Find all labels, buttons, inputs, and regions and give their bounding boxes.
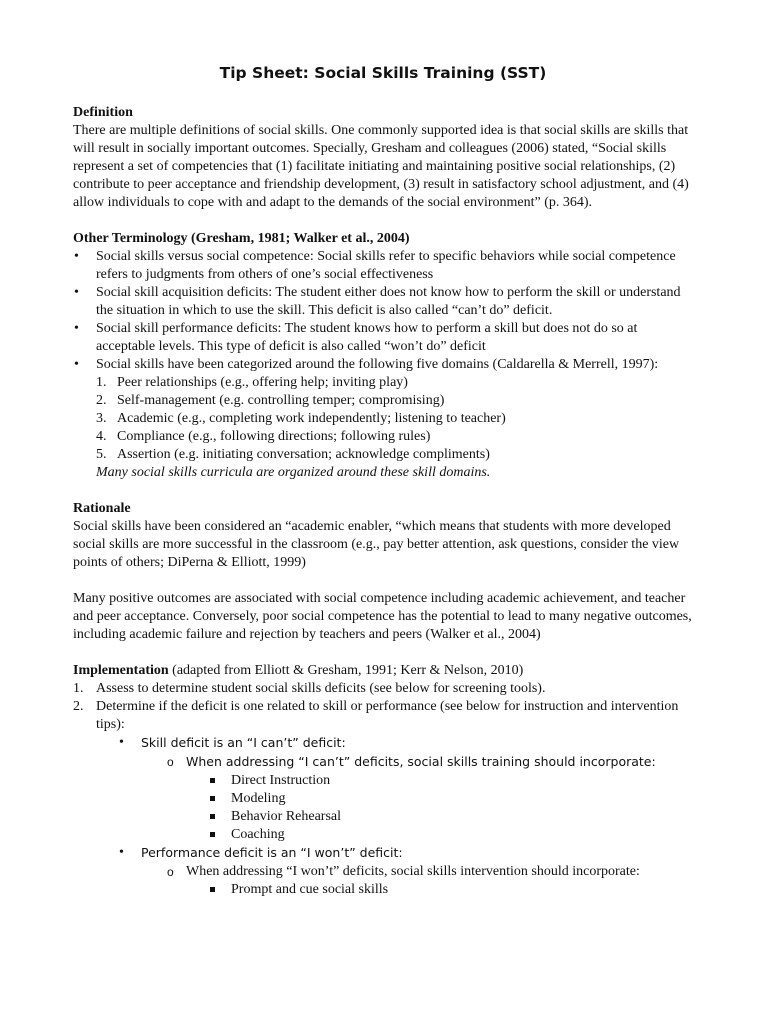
performance-deficit-item: • Performance deficit is an “I won’t” deficit: o When addressing “I won’t” deficits, social skills intervention should incorporate: Prompt and cue social skills bbox=[119, 844, 693, 899]
implementation-source: (adapted from Elliott & Gresham, 1991; Kerr & Nelson, 2010) bbox=[168, 663, 524, 678]
strategy-item: Behavior Rehearsal bbox=[210, 808, 693, 826]
definition-heading: Definition bbox=[73, 105, 133, 120]
circle-bullet-icon: o bbox=[167, 755, 174, 769]
rationale-paragraph-1: Social skills have been considered an “academic enabler, “which means that students with more developed social skills are more successful in the classroom (e.g., pay better attention, ask questions, consider the view points of others; DiPerna & Elliott, 1999) bbox=[73, 519, 680, 570]
domains-note: Many social skills curricula are organized around these skill domains. bbox=[96, 465, 491, 480]
strategy-item: Coaching bbox=[210, 826, 693, 844]
list-item: • Social skills versus social competence: Social skills refer to specific behaviors while social competence refers to judgments from others of one’s social effectiveness bbox=[73, 248, 693, 284]
sub-item: o When addressing “I can’t” deficits, social skills training should incorporate: Direct Instruction Modeling Behavior Rehearsal Coaching bbox=[167, 753, 693, 844]
implementation-steps bbox=[73, 680, 693, 899]
rationale-heading: Rationale bbox=[73, 501, 131, 516]
terminology-list bbox=[73, 248, 693, 482]
sub-item: o When addressing “I won’t” deficits, social skills intervention should incorporate: Prompt and cue social skills bbox=[167, 863, 693, 899]
step-item: 1. Assess to determine student social skills deficits (see below for screening tools). bbox=[73, 681, 546, 696]
deficit-types-list bbox=[96, 734, 693, 899]
document-page bbox=[73, 62, 693, 917]
rationale-section bbox=[73, 500, 693, 644]
implementation-heading: Implementation (adapted from Elliott & Gresham, 1991; Kerr & Nelson, 2010) bbox=[73, 663, 524, 678]
list-item: • Social skills have been categorized around the following five domains (Caldarella & Merrell, 1997): 1. Peer relationships (e.g., offering help; inviting play) 2. Self-management (e.g. controlling temper; compromising) 3. Academic (e.g., completing work independently; listening to teacher) 4. Compliance (e.g., following directions; following rules) 5. Assertion (e.g. initiating conversation; acknowledge compliments) Many social skills curricula are organized around these skill domains. bbox=[73, 356, 693, 482]
skill-deficit-sublist bbox=[141, 753, 693, 844]
square-bullet-icon bbox=[210, 814, 215, 819]
domain-item: 1. Peer relationships (e.g., offering help; inviting play) bbox=[96, 375, 408, 390]
list-item: • Social skill performance deficits: The student knows how to perform a skill but does not do so at acceptable levels. This type of deficit is also called “won’t do” deficit bbox=[73, 320, 693, 356]
step-item: 2. Determine if the deficit is one related to skill or performance (see below for instruction and intervention tips): • Skill deficit is an “I can’t” deficit: o When addressing “I can’t” deficits, social skills training should incorporate: Direct Instruction Modeling Behavior Rehearsal Coaching • Performance deficit is an “I won’t” deficit: o When addressing “I won’t” deficits, social skills intervention should incorporate: Prompt and cue social skills bbox=[73, 698, 693, 899]
definition-section bbox=[73, 104, 693, 212]
square-bullet-icon bbox=[210, 778, 215, 783]
terminology-section bbox=[73, 230, 693, 482]
bullet-icon: • bbox=[119, 845, 124, 860]
performance-deficit-strategies bbox=[186, 881, 693, 899]
square-bullet-icon bbox=[210, 796, 215, 801]
bullet-icon: • bbox=[119, 735, 124, 750]
definition-body: There are multiple definitions of social skills. One commonly supported idea is that social skills are skills that will result in socially important outcomes. Specially, Gresham and colleagues (2006) stated, “Social skills represent a set of competencies that (1) facilitate initiating and maintaining positive social relationships, (2) contribute to peer acceptance and friendship development, (3) result in satisfactory school adjustment, and (4) allow individuals to cope with and adapt to the demands of the social environment” (p. 364). bbox=[73, 123, 689, 210]
strategy-item: Modeling bbox=[210, 790, 693, 808]
rationale-paragraph-2: Many positive outcomes are associated with social competence including academic achievement, and teacher and peer acceptance. Conversely, poor social competence has the potential to lead to many negative outcomes, including academic failure and rejection by teachers and peers (Walker et al., 2004) bbox=[73, 591, 692, 642]
skill-deficit-item: • Skill deficit is an “I can’t” deficit: o When addressing “I can’t” deficits, social skills training should incorporate: Direct Instruction Modeling Behavior Rehearsal Coaching bbox=[119, 734, 693, 844]
domains-list bbox=[96, 374, 693, 464]
domain-item: 5. Assertion (e.g. initiating conversation; acknowledge compliments) bbox=[96, 447, 490, 462]
terminology-heading: Other Terminology (Gresham, 1981; Walker et al., 2004) bbox=[73, 231, 410, 246]
strategy-item: Direct Instruction bbox=[210, 772, 693, 790]
skill-deficit-strategies bbox=[186, 772, 693, 844]
page-title: Tip Sheet: Social Skills Training (SST) bbox=[219, 64, 547, 82]
square-bullet-icon bbox=[210, 832, 215, 837]
square-bullet-icon bbox=[210, 887, 215, 892]
strategy-item: Prompt and cue social skills bbox=[210, 881, 693, 899]
implementation-section bbox=[73, 662, 693, 899]
domain-item: 4. Compliance (e.g., following directions; following rules) bbox=[96, 429, 431, 444]
domain-item: 3. Academic (e.g., completing work independently; listening to teacher) bbox=[96, 411, 506, 426]
performance-deficit-sublist bbox=[141, 863, 693, 899]
circle-bullet-icon: o bbox=[167, 865, 174, 879]
list-item: • Social skill acquisition deficits: The student either does not know how to perform the skill or understand the situation in which to use the skill. This deficit is also called “can’t do” deficit. bbox=[73, 284, 693, 320]
domain-item: 2. Self-management (e.g. controlling temper; compromising) bbox=[96, 393, 445, 408]
